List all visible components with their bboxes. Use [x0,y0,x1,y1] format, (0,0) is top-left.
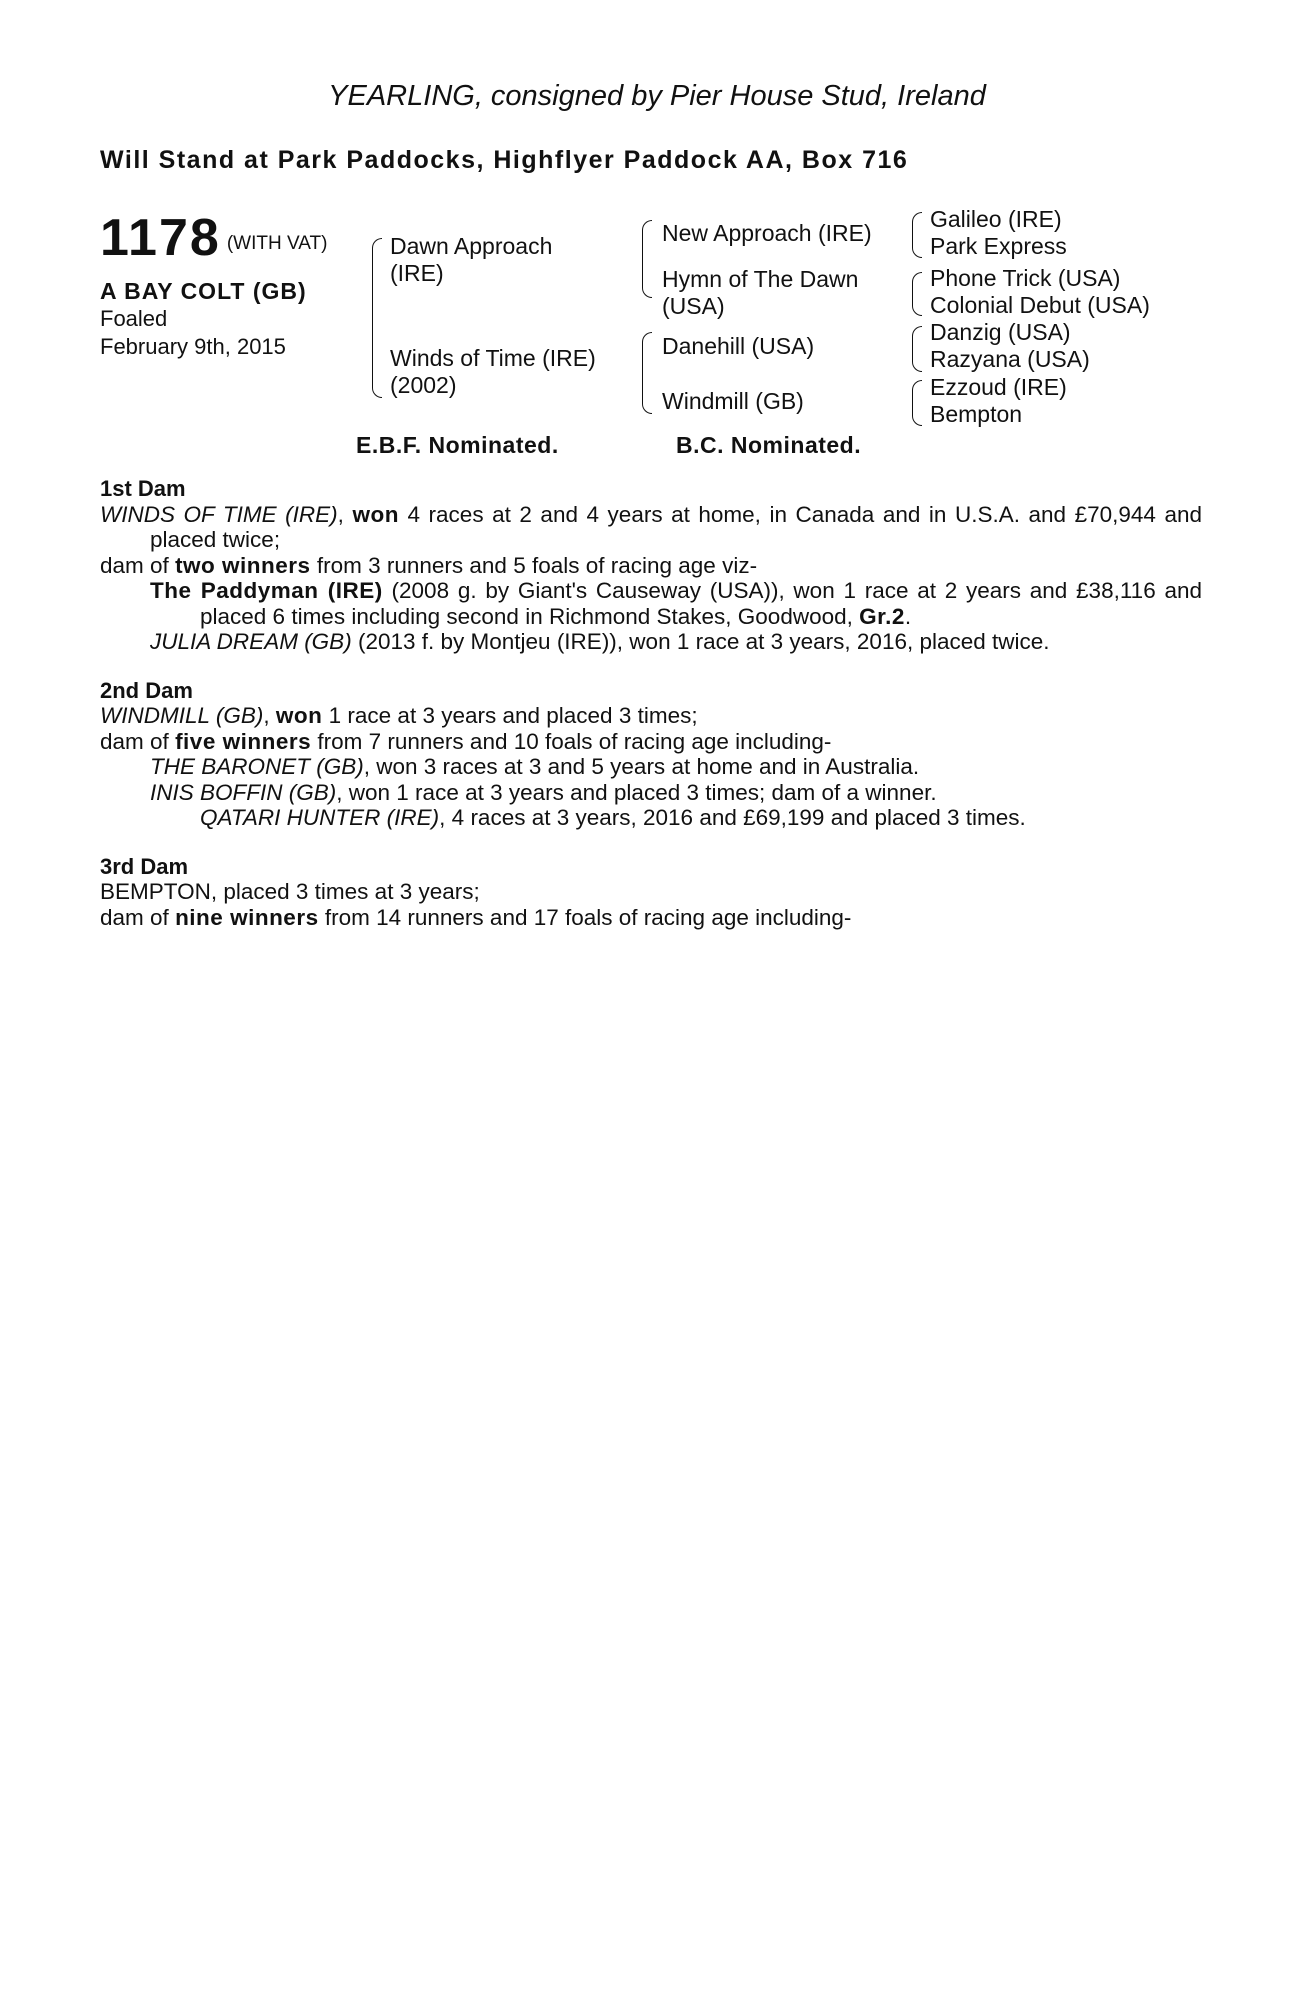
pedigree-brace [912,212,922,258]
pedigree-brace [372,238,382,398]
pedigree-sire: Dawn Approach (IRE) [390,233,553,286]
pedigree-brace [912,272,922,316]
pedigree-sire-sire: New Approach (IRE) [662,220,872,246]
first-dam-section [100,476,1202,655]
produce-entry: INIS BOFFIN (GB), won 1 race at 3 years and placed 3 times; dam of a winner. [150,779,937,805]
pedigree-brace [912,326,922,372]
pedigree-dam-sire: Danehill (USA) [662,333,815,359]
produce-entry: The Paddyman (IRE) (2008 g. by Giant's Causeway (USA)), won 1 race at 2 years and £38,116 and placed 6 times including second in Richmond Stakes, Goodwood, Gr.2. [150,578,1202,629]
dam-record: WINDS OF TIME (IRE), won 4 races at 2 and 4 years at home, in Canada and in U.S.A. and £70,944 and placed twice; [100,501,1202,552]
section-heading: 2nd Dam [100,677,193,703]
dam-produce-summary: dam of five winners from 7 runners and 10 foals of racing age including- [100,728,832,754]
produce-entry: JULIA DREAM (GB) (2013 f. by Montjeu (IRE)), won 1 race at 3 years, 2016, placed twice. [150,629,1050,654]
pedigree-ggp-1: Galileo (IRE) Park Express [930,206,1067,259]
pedigree-sire-dam: Hymn of The Dawn (USA) [662,266,859,319]
produce-entry: QATARI HUNTER (IRE), 4 races at 3 years, 2016 and £69,199 and placed 3 times. [200,805,1026,830]
stand-location: Will Stand at Park Paddocks, Highflyer Paddock AA, Box 716 [100,146,909,174]
lot-number: 1178 [100,209,221,267]
dam-record: WINDMILL (GB), won 1 race at 3 years and placed 3 times; [100,703,698,728]
produce-entry: THE BARONET (GB), won 3 races at 3 and 5 years at home and in Australia. [150,754,920,779]
dam-produce-summary: dam of nine winners from 14 runners and 17 foals of racing age including- [100,904,852,930]
section-heading: 1st Dam [100,476,186,501]
foaled-date: February 9th, 2015 [100,334,286,359]
horse-description: A BAY COLT (GB) [100,278,307,304]
lot-number-block [100,208,327,268]
pedigree-brace [912,380,922,426]
pedigree-ggp-4: Ezzoud (IRE) Bempton [930,374,1067,427]
pedigree-ggp-2: Phone Trick (USA) Colonial Debut (USA) [930,265,1150,318]
pedigree-brace [642,220,652,298]
vat-note: (WITH VAT) [226,233,328,254]
pedigree-notes [100,476,1202,930]
foaled-info [100,305,286,361]
bc-nominated: B.C. Nominated. [676,432,862,458]
second-dam-section [100,678,1202,831]
foaled-label: Foaled [100,306,168,331]
section-heading: 3rd Dam [100,853,189,879]
third-dam-section [100,854,1202,931]
pedigree-dam: Winds of Time (IRE) (2002) [390,345,596,398]
page-title: YEARLING, consigned by Pier House Stud, Ireland [328,80,986,112]
pedigree-ggp-3: Danzig (USA) Razyana (USA) [930,319,1090,372]
dam-record: BEMPTON, placed 3 times at 3 years; [100,879,480,904]
pedigree-brace [642,332,652,414]
ebf-nominated: E.B.F. Nominated. [356,432,559,458]
dam-produce-summary: dam of two winners from 3 runners and 5 foals of racing age viz- [100,552,758,578]
pedigree-dam-dam: Windmill (GB) [662,388,804,414]
